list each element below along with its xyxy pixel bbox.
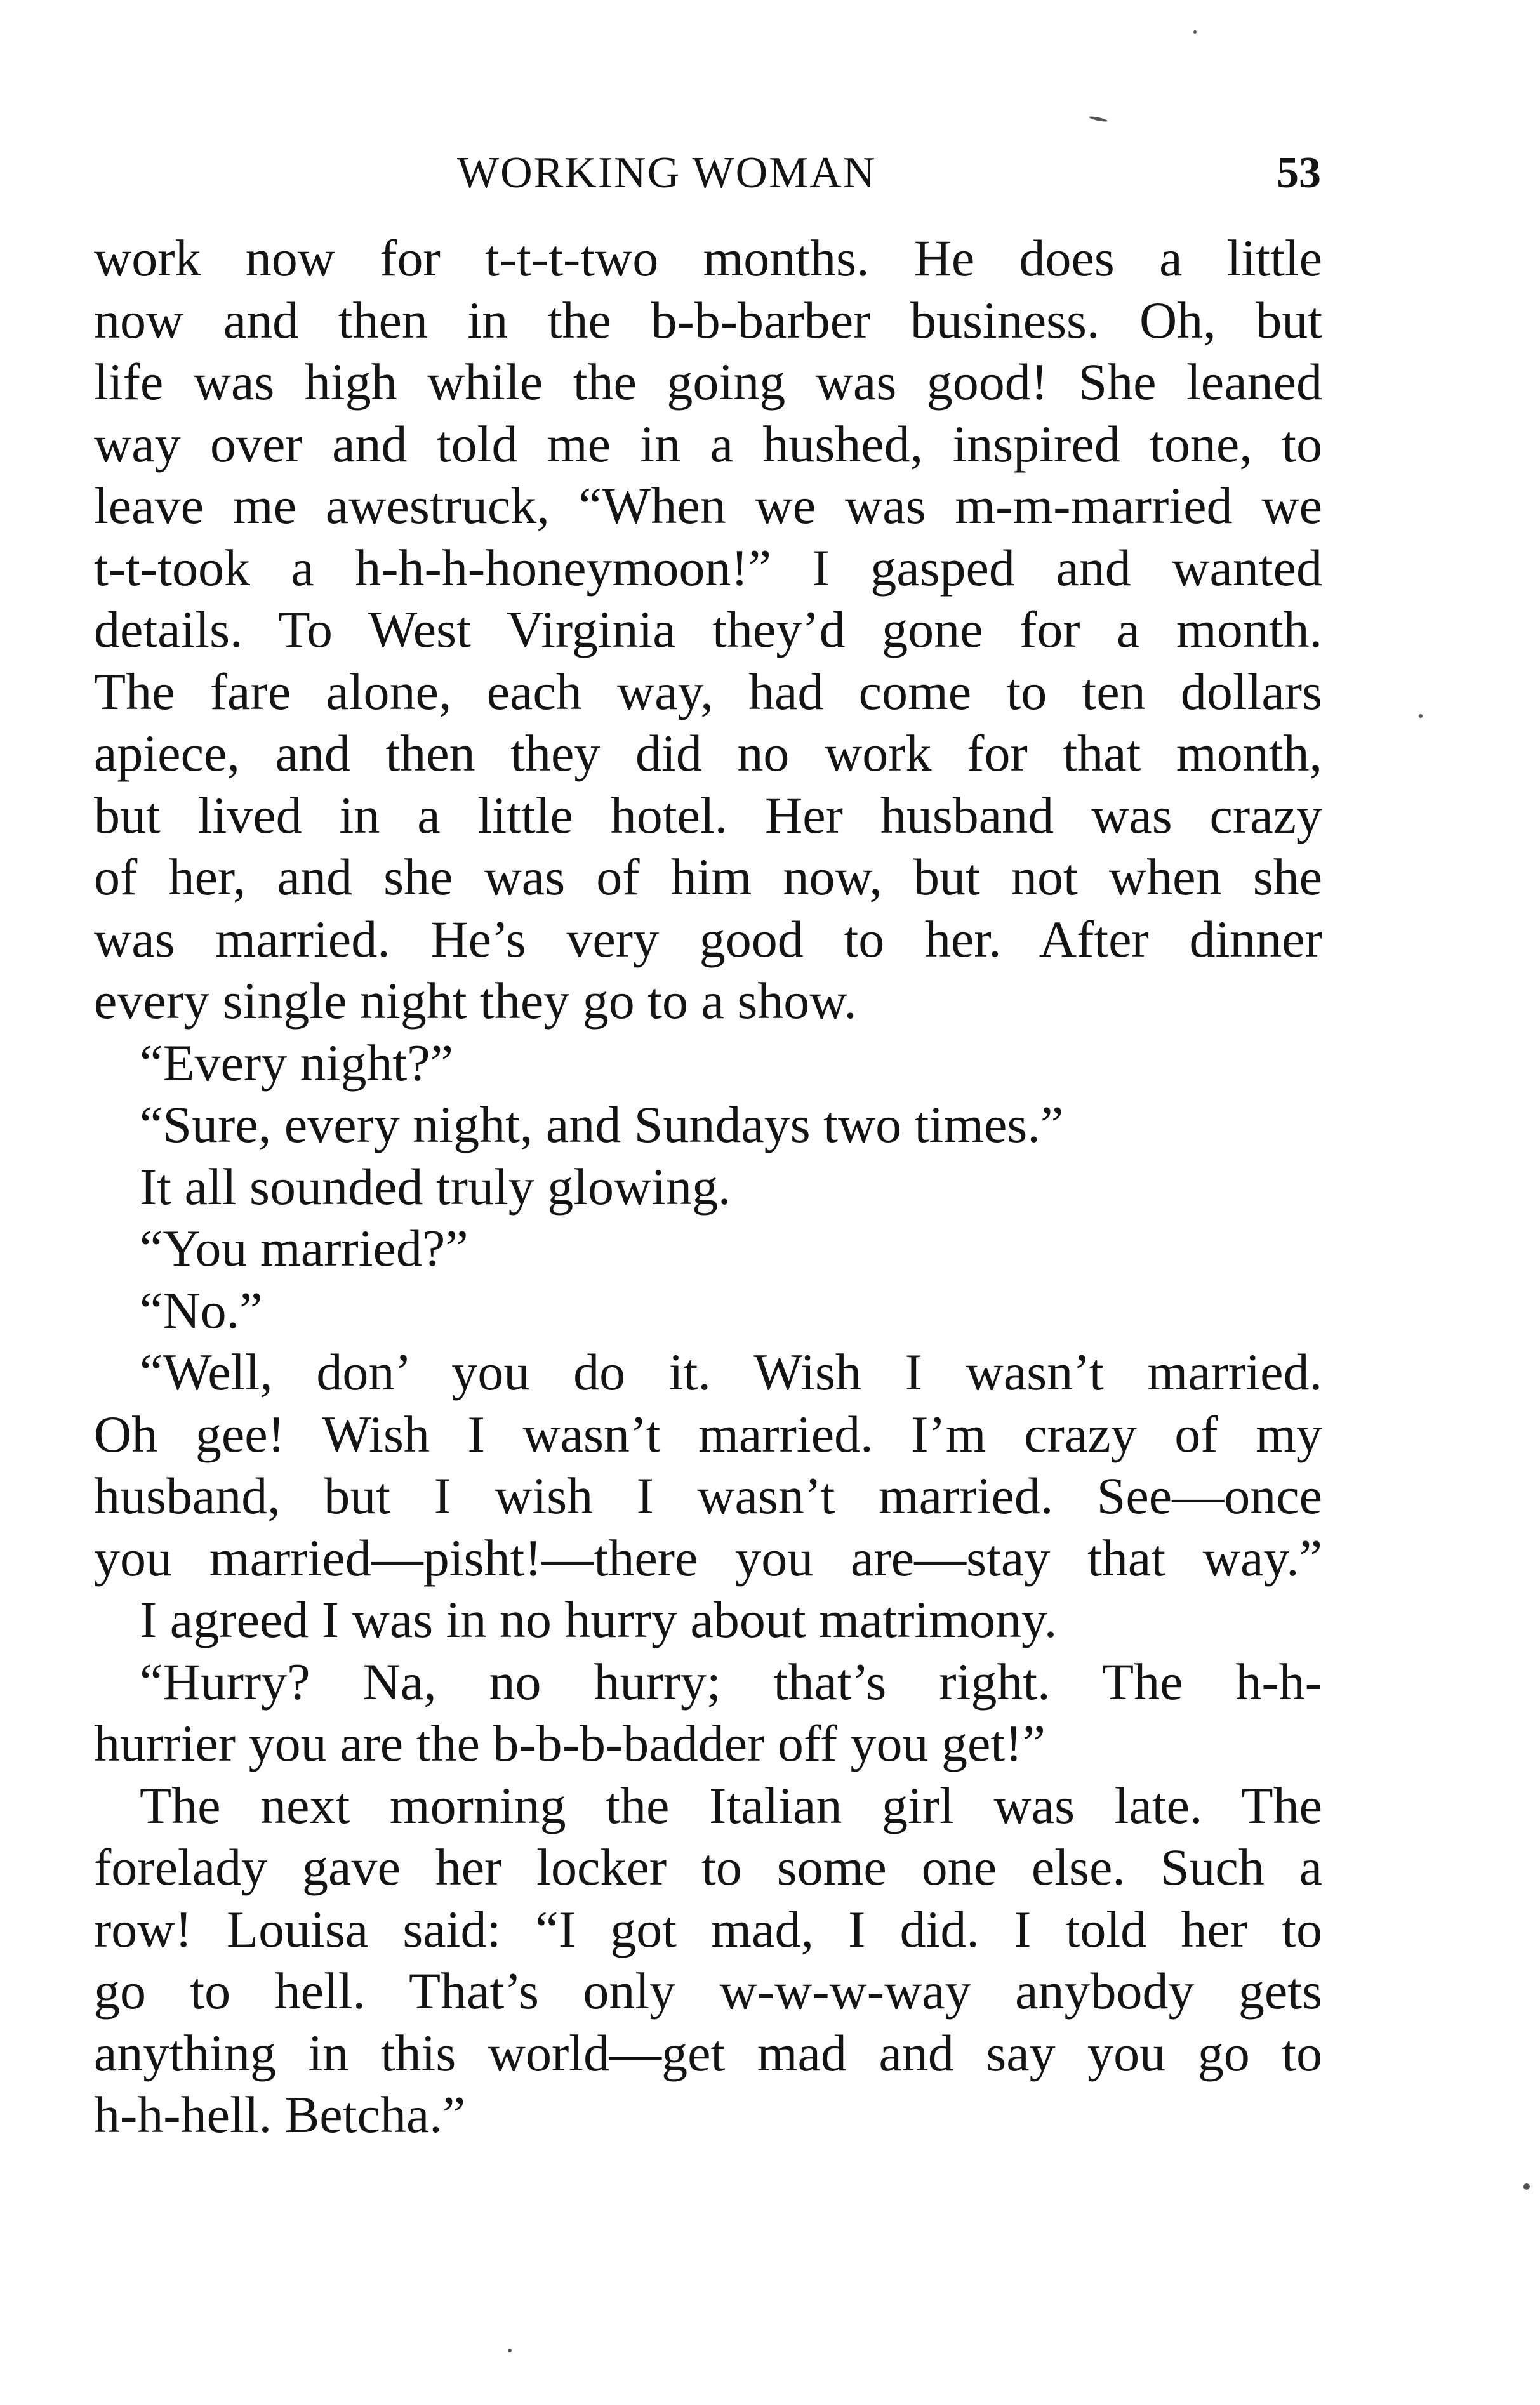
text-line: but lived in a little hotel. Her husband was crazy — [94, 786, 1322, 844]
running-head-title: WORKING WOMAN — [457, 149, 877, 197]
text-line: Oh gee! Wish I wasn’t married. I’m crazy of my — [94, 1405, 1322, 1463]
text-line: of her, and she was of him now, but not when she — [94, 848, 1322, 906]
text-line: life was high while the going was good! She leaned — [94, 353, 1322, 411]
text-line: work now for t-t-t-two months. He does a little — [94, 229, 1322, 287]
text-line: “No.” — [140, 1281, 263, 1339]
text-line: hurrier you are the b-b-b-badder off you get!” — [94, 1714, 1045, 1772]
text-line: “You married?” — [140, 1219, 468, 1277]
text-line: apiece, and then they did no work for that month, — [94, 724, 1322, 782]
scan-speck — [1419, 714, 1423, 718]
text-line: leave me awestruck, “When we was m-m-married we — [94, 477, 1322, 534]
scan-speck — [1523, 2183, 1530, 2190]
running-head — [0, 145, 1540, 202]
text-line: I agreed I was in no hurry about matrimony. — [140, 1591, 1058, 1648]
text-line: you married—pisht!—there you are—stay that way.” — [94, 1528, 1322, 1587]
page-number: 53 — [1277, 149, 1321, 197]
text-line: go to hell. That’s only w-w-w-way anybody gets — [94, 1962, 1322, 2020]
text-line: anything in this world—get mad and say you go to — [94, 2024, 1322, 2082]
scan-speck — [1193, 30, 1197, 34]
text-line: “Every night?” — [140, 1033, 454, 1092]
scan-speck — [508, 2349, 512, 2352]
text-line: husband, but I wish I wasn’t married. See—once — [94, 1467, 1322, 1525]
text-line: every single night they go to a show. — [94, 972, 857, 1030]
text-line: h-h-hell. Betcha.” — [94, 2086, 466, 2143]
text-line: The fare alone, each way, had come to ten dollars — [94, 662, 1322, 720]
text-line: “Sure, every night, and Sundays two times.” — [140, 1096, 1064, 1153]
text-line: was married. He’s very good to her. After dinner — [94, 910, 1322, 968]
body-text — [94, 227, 1322, 2146]
text-line: It all sounded truly glowing. — [140, 1157, 731, 1216]
text-line: “Well, don’ you do it. Wish I wasn’t married. — [140, 1343, 1322, 1401]
scan-speck — [1089, 116, 1108, 123]
text-line: now and then in the b-b-barber business. Oh, but — [94, 291, 1322, 349]
text-line: The next morning the Italian girl was late. The — [140, 1776, 1322, 1834]
text-line: forelady gave her locker to some one else. Such a — [94, 1838, 1322, 1896]
text-line: row! Louisa said: “I got mad, I did. I told her to — [94, 1900, 1322, 1958]
text-line: details. To West Virginia they’d gone for a month. — [94, 600, 1322, 658]
text-line: way over and told me in a hushed, inspired tone, to — [94, 414, 1322, 473]
text-line: “Hurry? Na, no hurry; that’s right. The h-h- — [140, 1652, 1322, 1711]
text-line: t-t-took a h-h-h-honeymoon!” I gasped and wanted — [94, 538, 1322, 597]
